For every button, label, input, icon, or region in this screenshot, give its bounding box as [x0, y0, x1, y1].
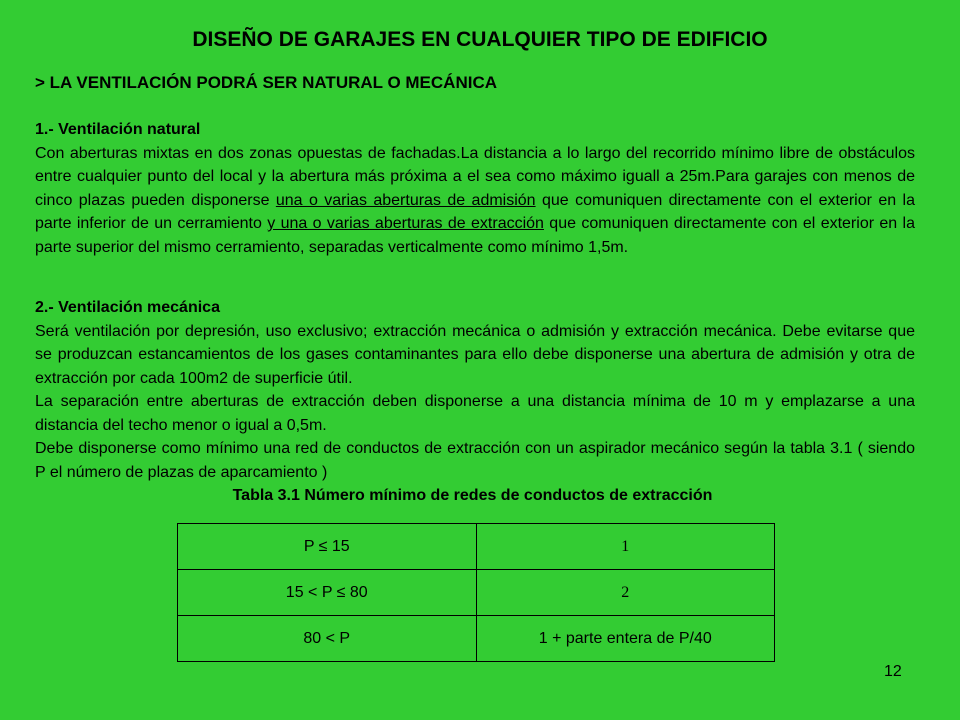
table-row: [178, 616, 775, 662]
section-heading: 1.- Ventilación natural: [35, 121, 201, 138]
underlined-text: y una o varias aberturas de extracción: [267, 215, 544, 232]
page-title: DISEÑO DE GARAJES EN CUALQUIER TIPO DE EDIFICIO: [192, 28, 768, 51]
section-heading: 2.- Ventilación mecánica: [35, 299, 220, 316]
table-cell-value: 2: [476, 570, 775, 616]
table-row: [178, 524, 775, 570]
table-cell-condition: P ≤ 15: [178, 524, 477, 570]
section-paragraph: Será ventilación por depresión, uso exclusivo; extracción mecánica o admisión y extracción mecánica. Debe evitarse que se produzcan estancamientos de los gases contaminantes para ello debe disponerse una abertura de admisión y otra de extracción por cada 100m2 de superficie útil.: [35, 322, 915, 387]
text-run: que comuniquen directamente con el exterior en la parte superior del mismo cerramiento, separadas verticalmente como mínimo 1,5m.: [35, 215, 916, 256]
section-mechanical-ventilation: [35, 296, 915, 484]
section-paragraph: La separación entre aberturas de extracción deben disponerse a una distancia mínima de 10 m y emplazarse a una distancia del techo menor o igual a 0,5m.: [35, 393, 915, 434]
table-cell-value: 1 + parte entera de P/40: [476, 616, 775, 662]
section-paragraph: Debe disponerse como mínimo una red de conductos de extracción con un aspirador mecánico según la tabla 3.1 ( siendo P el número de plazas de aparcamiento ): [35, 440, 915, 481]
section-natural-ventilation: [35, 118, 915, 259]
table-cell-condition: 15 < P ≤ 80: [178, 570, 477, 616]
table-cell-value: 1: [476, 524, 775, 570]
text-run: que comuniquen directamente con el exterior en la parte inferior de un cerramiento: [35, 191, 915, 232]
page-number: 12: [884, 663, 902, 680]
text-run: Con aberturas mixtas en dos zonas opuestas de fachadas.La distancia a lo largo del recorrido mínimo libre de obstáculos entre cualquier punto del local y la abertura más próxima a el sea como máximo iguall a 25m.Para garajes con menos de cinco plazas pueden disponerse: [35, 144, 915, 209]
extraction-networks-table: [177, 523, 775, 662]
table-cell-condition: 80 < P: [178, 616, 477, 662]
underlined-text: una o varias aberturas de admisión: [275, 191, 536, 209]
table-caption: Tabla 3.1 Número mínimo de redes de conductos de extracción: [232, 487, 713, 504]
section-paragraph: [35, 142, 915, 260]
table-row: [178, 570, 775, 616]
subtitle: > LA VENTILACIÓN PODRÁ SER NATURAL O MECÁNICA: [35, 73, 498, 92]
